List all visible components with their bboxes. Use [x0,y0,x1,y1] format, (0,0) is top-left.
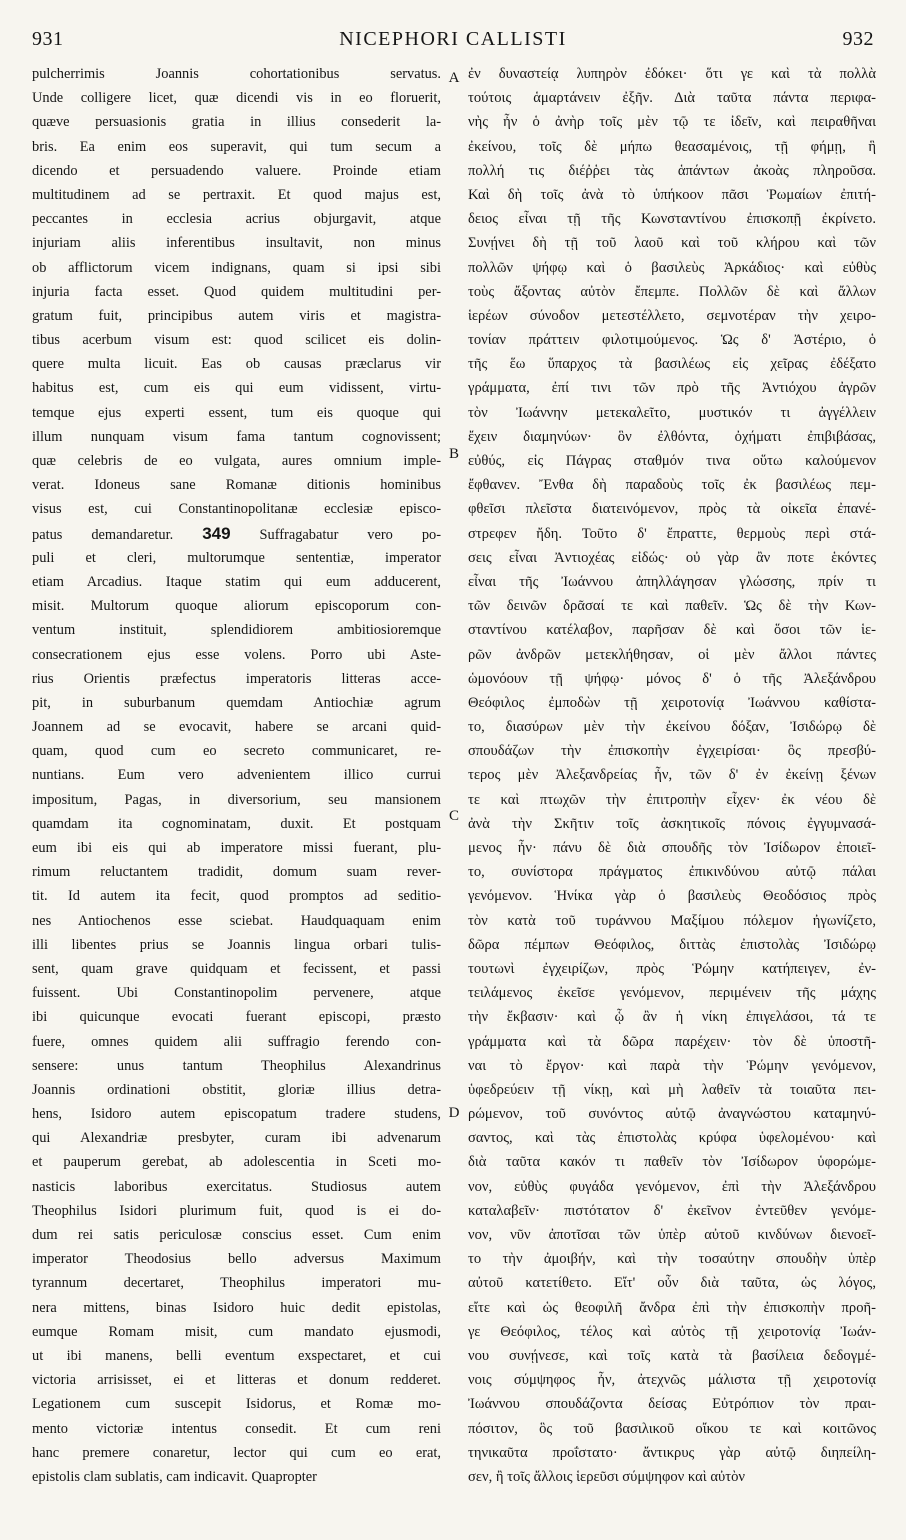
greek-line: γράμματα, ἐπί τινι τῶν πρὸ τῆς Ἀντιόχου ἀγρῶν [468,380,876,397]
greek-line: δῶρα πέμπων Θεόφιλος, διττὰς ἐπιστολὰς Ἰσιδώρῳ [468,936,876,953]
greek-line: τηνικαῦτα προΐστατο· ἄντικρυς γὰρ αὐτῷ διηπείλη- [468,1444,876,1461]
greek-line: καταλαβεῖν· πιστότατον δ' ἐκεῖνον ἐντεῦθεν γενόμε- [468,1202,876,1219]
greek-line: το, συνίστορα πράγματος ἐπικινδύνου αὐτῷ πάλαι [468,864,876,881]
latin-line: impositum, Pagas, in diversorium, seu mansionem [32,791,441,808]
greek-line: σπουδάζων τὴν ἐπισκοπὴν ἐγχειρίσαι· ὃς πρεσβύ- [468,743,876,760]
greek-line: σταντίνου κατέλαβον, παρῆσαν δὲ καὶ ὅσοι τῶν ἱε- [468,622,876,639]
latin-line: bris. Ea enim eos superavit, qui tum secum a [32,138,441,155]
latin-line: victoria arrisisset, ei et litteras et donum redderet. [32,1372,441,1389]
greek-line: νον, νῦν ἀποτῖσαι τῶν ὑπὲρ αὐτοῦ κινδύνων διενοεῖ- [468,1227,876,1243]
latin-line: Theophilus Isidori plurimum fuit, quod is ei do- [32,1202,441,1219]
greek-line: Θεόφιλος ἐμποδὼν τῇ χειροτονίᾳ Ἰωάννου καθίστα- [468,694,876,711]
greek-line: ἀνὰ τὴν Σκῆτιν τοῖς ἀσκητικοῖς πόνοις ἐγγυμνασά- [468,815,876,832]
latin-line: misit. Multorum quoque aliorum episcoporum con- [32,598,441,615]
greek-line: νον, εὐθὺς φυγάδα γενόμενον, ἐπὶ τὴν Ἀλεξάνδρου [468,1178,876,1195]
greek-line: ἱερέων σύνοδον μετεστέλλετο, σεμνοτέραν τὴν χειρο- [468,307,876,324]
margin-letter-a: A [448,70,460,86]
greek-line: τῶν δεινῶν δρᾶσαί τε καὶ παθεῖν. Ὡς δὲ τὴν Κων- [468,598,876,615]
latin-line: tit. Id autem ita fecit, quod promptos ad seditio- [32,888,441,905]
greek-line: τειλάμενος ἐκεῖσε γενόμενον, περιμένειν τῆς μάχης [468,985,876,1002]
greek-line: το τὴν ἀμοιβήν, καὶ τὴν τοσαύτην σπουδὴν ὑπὲρ [468,1251,876,1268]
latin-line: fuissent. Ubi Constantinopolim pervenere, atque [32,985,441,1002]
latin-line: illum nunquam visum fama tantum cognovissent; [32,428,441,445]
greek-line: πόσιτον, ὃς τοῦ βασιλικοῦ οἴκου τε καὶ κοιτῶνος [468,1420,876,1437]
greek-line: ἐν δυναστείᾳ λυπηρὸν ἐδόκει· ὅτι γε καὶ τὰ πολλὰ [468,66,876,82]
latin-line: consecrationem ejus esse volens. Porro ubi Aste- [32,646,441,663]
greek-column [468,62,876,1489]
latin-line: rimum reluctantem tradidit, domum suam rever- [32,864,441,881]
greek-line: σαντος, καὶ τὰς ἐπιστολὰς κρύφα ὑφελομένου· καὶ [468,1130,876,1147]
latin-line: tibus acerbum visum est: quod scilicet eis dolin- [32,332,441,349]
latin-line: injuria facta esset. Quod quidem multitudini per- [32,283,441,300]
greek-line: δειος εἶναι τῇ τῆς Κωνσταντίνου ἐπισκοπῇ ἐκρίνετο. [468,211,876,228]
greek-line: τονίαν πράττειν φιλοτιμούμενος. Ὡς δ' Ἀστέριο, ὁ [468,332,876,349]
margin-letter-c: C [448,808,459,824]
greek-line: ρῶν ἀνδρῶν μετεκλήθησαν, οἱ μὲν ἄλλοι πάντες [468,646,876,663]
greek-line: νὴς ἦν ὁ ἀνὴρ τοῖς μὲν τῷ τε ἰδεῖν, καὶ πειραθῆναι [468,114,876,131]
greek-line: ἔχειν διαμηνύων· ὃν ἐλθόντα, ὀχήματι ἐπιβιβάσας, [468,428,876,445]
latin-line: quam, quod cum eo secreto communicaret, re- [32,743,441,760]
greek-line: στρεφεν ἤδη. Τοῦτο δ' ἔπραττε, θερμοὺς περὶ στά- [468,525,876,542]
greek-line: τερος μὲν Ἀλεξανδρείας ἦν, τῶν δ' ἐν ἐκείνῃ ξένων [468,767,876,784]
latin-line: etiam Arcadius. Itaque statim qui eum adducerent, [32,573,441,590]
latin-line: qui Alexandriæ presbyter, curam ibi advenarum [32,1130,441,1147]
latin-line: dicendo et persuadendo valuere. Proinde etiam [32,162,441,179]
latin-line-text: Suffragabatur vero po- [259,526,441,543]
greek-line: διὰ ταῦτα κακόν τι παθεῖν τὸν Ἰσίδωρον ὑφορώμε- [468,1154,876,1171]
latin-line: rius Orientis præfectus imperatoris litteras acce- [32,670,441,687]
greek-line: τουτωνὶ ἐγχειρίζων, πρὸς Ῥώμην κατήπειγεν, ἐν- [468,960,876,977]
page-header [32,28,874,58]
latin-line-text: patus demandaretur. [32,526,174,543]
greek-line: γενόμενον. Ἡνίκα γὰρ ὁ βασιλεὺς Θεοδόσιος πρὸς [468,888,876,905]
latin-line: ibi quicunque evocati fuerant episcopi, præsto [32,1009,441,1026]
greek-line: εἶναι τῆς Ἰωάννου ἀπηλλάγησαν γλώσσης, πρίν τι [468,573,876,590]
latin-line: verat. Idoneus sane Romanæ ditionis hominibus [32,477,441,494]
margin-letter-d: D [448,1105,460,1121]
greek-line: νοις σύμψηφος ἦν, ἀτεχνῶς μάλιστα τῇ χειροτονίᾳ [468,1372,876,1389]
latin-line: hanc premere conaretur, lector qui cum eo erat, [32,1444,441,1461]
latin-line: sent, quam grave quidquam et fecissent, et passi [32,960,441,977]
latin-line: hens, Isidoro autem episcopatum tradere studens, [32,1106,441,1123]
page-number-left: 931 [32,28,64,50]
latin-line: injuriam aliis inferentibus insultavit, non minus [32,235,441,252]
greek-line: Συνῄνει δὴ τῇ τοῦ λαοῦ καὶ τοῦ κλήρου καὶ τῶν [468,235,876,252]
greek-line: τὸν κατὰ τοῦ τυράννου Μαξίμου πόλεμον ἠγωνίζετο, [468,912,876,929]
greek-line: Καὶ δὴ τοῖς ἀνὰ τὸ ὑπήκοον πᾶσι Ῥωμαίων ἐπιτή- [468,186,876,203]
latin-line: imperator Theodosius bello adversus Maximum [32,1251,441,1268]
page-number-right: 932 [842,28,874,50]
greek-line: τὸν Ἰωάννην μετεκαλεῖτο, μυστικόν τι ἀγγέλλειν [468,404,876,421]
greek-line: ναι τὸ ἔργον· καὶ παρὰ τὴν Ῥώμην γενόμενον, [468,1057,876,1074]
page-marker: 349 [202,523,231,543]
latin-line: nuntians. Eum vero advenientem illico currui [32,767,441,784]
greek-line: τῆς ἕω ὕπαρχος τὰ βασιλέως εἰς χεῖρας ἐδέξατο [468,356,876,373]
latin-line: ventum instituit, splendidiorem ambitiosioremque [32,622,441,639]
latin-line: Legationem cum suscepit Isidorus, et Romæ mo- [32,1396,441,1413]
latin-line: nasticis laboribus exercitatus. Studiosus autem [32,1178,441,1195]
greek-line: αὐτοῦ κατετίθετο. Εἴτ' οὖν διὰ ταῦτα, ὡς λόγος, [468,1275,876,1292]
latin-line: Unde colligere licet, quæ dicendi vis in eo floruerit, [32,90,441,107]
latin-column [32,62,441,1489]
greek-line: μενος ἦν· πάνυ δὲ διὰ σπουδῆς τὸν Ἰσίδωρον ἐποιεῖ- [468,840,876,856]
latin-line: visus est, cui Constantinopolitanæ ecclesiæ episco- [32,501,441,518]
greek-line: σεις εἶναι Ἀντιοχέας εἰδώς· οὐ γὰρ ἂν ποτε ἑκόντες [468,549,876,566]
latin-line: sensere: unus tantum Theophilus Alexandrinus [32,1057,441,1074]
greek-line: ἐκείνου, τοῖς δὲ μήπω θεασαμένοις, τῇ φήμῃ, ἣ [468,138,876,155]
latin-line: pit, in suburbanum quemdam Antiochiæ agrum [32,694,441,711]
latin-line: pulcherrimis Joannis cohortationibus servatus. [32,66,441,82]
greek-line: πολλή τις διέῤῥει τὰς ἁπάντων ἀκοὰς πληροῦσα. [468,162,876,179]
latin-line: habitus est, cum eis qui eum vidissent, virtu- [32,380,441,397]
latin-line: Joannis ordinationi obstitit, gloriæ illius detra- [32,1081,441,1098]
latin-line: et pauperum gerebat, ab adolescentia in Sceti mo- [32,1154,441,1171]
margin-letter-b: B [448,446,459,462]
greek-line: το, διασύρων μὲν τὴν ἐκείνου δόξαν, Ἰσιδώρῳ δὲ [468,719,876,736]
greek-line: εὐθύς, εἰς Πάγρας σταθμόν τινα οὕτω καλούμενον [468,453,876,469]
greek-line: τὴν ἔκβασιν· καὶ ᾧ ἂν ἡ νίκη ἐπιγελάσοι, τά τε [468,1009,876,1026]
greek-line: ρώμενον, τοῦ συνόντος αὐτῷ ἀναγνώστου καταμηνύ- [468,1106,876,1123]
latin-line: quere multa licuit. Eas ob causas præclarus vir [32,356,441,373]
latin-line: temque ejus experti essent, tum eis quoque qui [32,404,441,421]
latin-line: puli et cleri, multorumque sententiæ, imperator [32,549,441,566]
greek-line: τοὺς ἄξοντας αὐτὸν ἔπεμπε. Πολλῶν δὲ καὶ ἄλλων [468,283,876,300]
latin-line [32,522,441,546]
latin-line: tyrannum decertaret, Theophilus imperatori mu- [32,1275,441,1292]
latin-line: quæve persuasionis gratia in illius consederit la- [32,114,441,131]
latin-line: quæ celebris de eo vulgata, aures omnium imple- [32,453,441,469]
greek-line: ὑφεδρεύειν τῇ νίκῃ, καὶ μὴ λαθεῖν τὰ τοιαῦτα πει- [468,1081,876,1098]
greek-line: γράμματα καὶ τὰ δῶρα παρέχειν· τὸν δὲ ὑποστῆ- [468,1033,876,1050]
latin-line: quamdam ita cognominatam, duxit. Et postquam [32,815,441,832]
greek-line: ἔφθανεν. Ἔνθα δὴ παραδοὺς τοῖς ἐκ βασιλέως πεμ- [468,477,876,494]
latin-line: epistolis clam sublatis, cam indicavit. Quapropter [32,1468,317,1485]
greek-line: σεν, ἢ τοῖς ἄλλοις ἱερεῦσι σύμψηφον καὶ αὐτὸν [468,1468,745,1485]
greek-line: γε Θεόφιλος, τέλος καὶ αὐτὸς τῇ χειροτονίᾳ Ἰωάν- [468,1323,876,1340]
latin-line: Joannem ad se evocavit, habere se arcani quid- [32,719,441,736]
greek-line: νου συνῄνεσε, καὶ τοῖς κατὰ τὰ βασίλεια δεδογμέ- [468,1347,876,1364]
latin-line: illi libentes prius se Joannis lingua orbari tulis- [32,936,441,953]
greek-line: πολλῶν ψήφῳ καὶ ὁ βασιλεὺς Ἀρκάδιος· καὶ εὐθὺς [468,259,876,276]
latin-line: eumque Romam misit, cum mandato ejusmodi, [32,1323,441,1340]
greek-line: ὡμονόουν τῇ ψήφῳ· μόνος δ' ὁ τῆς Ἀλεξάνδρου [468,670,876,687]
latin-line: mento victoriæ intentus consedit. Et cum reni [32,1420,441,1437]
latin-line: ob afflictorum vicem indignans, quam si ipsi sibi [32,259,441,276]
latin-line: multitudinem ad se pertraxit. Et quod majus est, [32,186,441,203]
greek-line: Ἰωάννου σπουδάζοντα δείσας Εὐτρόπιον τὸν πραι- [468,1396,876,1413]
latin-line: gratum fuit, principibus autem viris et magistra- [32,307,441,324]
latin-line: dum rei satis periculosæ conscius esset. Cum enim [32,1227,441,1243]
greek-line: τε καὶ πτωχῶν τὴν ἐπιτροπὴν εἶχεν· ἐκ νέου δὲ [468,791,876,808]
latin-line: nera mittens, binas Isidoro huic dedit epistolas, [32,1299,441,1316]
latin-line: eum ibi eis qui ab imperatore missi fuerant, plu- [32,840,441,856]
latin-line: fuere, omnes quidem alii suffragio ferendo con- [32,1033,441,1050]
greek-line: εἴτε καὶ ὡς θεοφιλῆ ἄνδρα ἐπὶ τὴν ἐπισκοπὴν προῆ- [468,1299,876,1316]
greek-line: φθεῖσι πλεῖστα διατεινόμενον, πρὸς τὰ οἰκεῖα ἐπανέ- [468,501,876,518]
latin-line: peccantes in ecclesia acrius objurgavit, atque [32,211,441,228]
greek-line: τούτοις ἁμαρτάνειν ἐξῆν. Διὰ ταῦτα πάντα περιφα- [468,90,876,107]
latin-line: nes Antiochenos esse sciebat. Haudquaquam enim [32,912,441,929]
latin-line: ut ibi manens, belli eventum exspectaret, et cui [32,1347,441,1364]
running-title: NICEPHORI CALLISTI [339,28,567,50]
